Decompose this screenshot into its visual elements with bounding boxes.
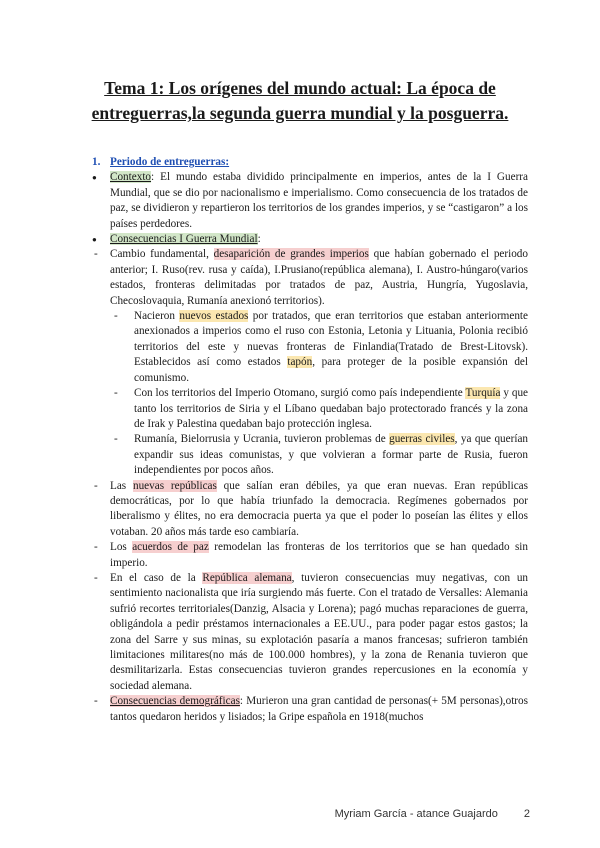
section-heading-text: Periodo de entreguerras: — [110, 156, 230, 168]
text: que habían gobernado el periodo anterior; I. Ruso(rev. rusa y caída), I.Prusiano(república alemana), I. Austro-húngaro(varios estados, fronteras delimitadas por tratados de paz, Austria, Hungría, Yugoslavia, Checoslovaquia, Rumanía anexionó territorios). — [110, 248, 528, 307]
subitem-nuevos-estados — [92, 309, 528, 386]
highlight-consecuencias: Consecuencias I Guerra Mundial — [110, 233, 258, 246]
text: En el caso de la — [110, 571, 203, 584]
text: remodelan las fronteras de los territorios que se han quedado sin imperio. — [110, 541, 528, 569]
highlight-nuevas-republicas: nuevas repúblicas — [132, 479, 217, 492]
highlight-contexto: Contexto — [110, 171, 152, 184]
author-name: Myriam García - atance Guajardo — [334, 808, 498, 820]
subitem-guerras-civiles — [92, 432, 528, 478]
text: Cambio fundamental, — [110, 248, 214, 261]
highlight-republica-alemana: República alemana — [202, 571, 292, 584]
dash-item-alemania — [92, 571, 528, 694]
text: Rumanía, Bielorrusia y Ucrania, tuvieron problemas de — [134, 433, 390, 446]
page-footer — [309, 808, 530, 820]
text: : Murieron una gran cantidad de personas(+ 5M personas),otros tantos quedaron heridos y lisiados; la Gripe española en 1918(muchos — [110, 695, 528, 723]
highlight-imperios: desaparición de grandes imperios — [213, 248, 369, 261]
bullet-consecuencias-text: : — [257, 233, 261, 246]
highlight-tapon: tapón — [287, 356, 313, 369]
text: Los — [110, 541, 133, 554]
bullet-contexto — [92, 170, 528, 232]
highlight-nuevos-estados: nuevos estados — [179, 310, 249, 323]
document-title: Tema 1: Los orígenes del mundo actual: La época de entreguerras,la segunda guerra mundial y la posguerra. — [91, 78, 509, 123]
dash-item-imperios — [92, 247, 528, 309]
text: , para proteger de la posible expansión del comunismo. — [134, 356, 528, 384]
dash-item-republicas — [92, 479, 528, 541]
subitem-turquia — [92, 386, 528, 432]
highlight-turquia: Turquía — [465, 387, 501, 400]
document-body — [92, 155, 528, 725]
dash-item-demograficas — [92, 694, 528, 725]
text: Las — [110, 479, 133, 492]
text: y que tanto los territorios de Siria y el Líbano quedaban bajo protectorado francés y la zona de Irak y Palestina quedaban bajo protección inglesa. — [134, 387, 528, 430]
bullet-contexto-text: : El mundo estaba dividido principalmente en imperios, antes de la I Guerra Mundial, que se dio por nacionalismo e imperialismo. Como consecuencia de los tratados de paz, se dividieron y repartieron los territorios de los grandes imperios, y se “castigaron” a los países perdedores. — [110, 171, 528, 230]
bullet-consecuencias — [92, 232, 528, 247]
text: , ya que querían expandir sus ideas comunistas, y que volvieran a formar parte de Rusia, fueron independientes por pocos años. — [134, 433, 528, 477]
text: , tuvieron consecuencias muy negativas, con un sentimiento nacionalista que iría surgiendo más fuerte. Con el tratado de Versalles: Alemania sufrió recortes territoriales(Danzig, Alsacia y Lorena); pagó muchas reparaciones de guerra, obligándola a pedir préstamos internacionales a EE.UU., para poder pagar estos gastos; la zona del Sarre y sus minas, su explotación pasaría a manos francesas; sufrieron también limitaciones militares(no más de 100.000 hombres), y la zona de Renania tuvieron que desmilitarizarla. Estas consecuencias tuvieron grandes repercusiones en la economía y sociedad alemana. — [110, 571, 529, 692]
section-heading — [92, 155, 528, 170]
text: por tratados, que eran territorios que estaban anteriormente anexionados a imperios como el ruso con Estonia, Letonia y Lituania, Polonia recibió territorios del este y nuevas fronteras de Finlandia(Tratado de Brest-Litovsk). Establecidos así como estados — [134, 310, 528, 369]
highlight-guerras-civiles: guerras civiles — [389, 433, 455, 446]
page-number: 2 — [523, 808, 530, 820]
highlight-consecuencias-demograficas: Consecuencias demográficas — [110, 695, 240, 708]
text: Nacieron — [134, 310, 180, 323]
text: Con los territorios del Imperio Otomano, surgió como país independiente — [134, 387, 466, 400]
highlight-acuerdos-de-paz: acuerdos de paz — [132, 541, 209, 554]
text: que salían eran débiles, ya que eran nuevas. Eran repúblicas democráticas, por lo que había triunfado la democracia. Regímenes gobernados por liberalismo y élites, no era democracia puerta ya que el poder lo poseían las élites y ellos votaban. 20 años más tarde eso cambiaría. — [110, 479, 529, 538]
dash-item-acuerdos — [92, 540, 528, 571]
